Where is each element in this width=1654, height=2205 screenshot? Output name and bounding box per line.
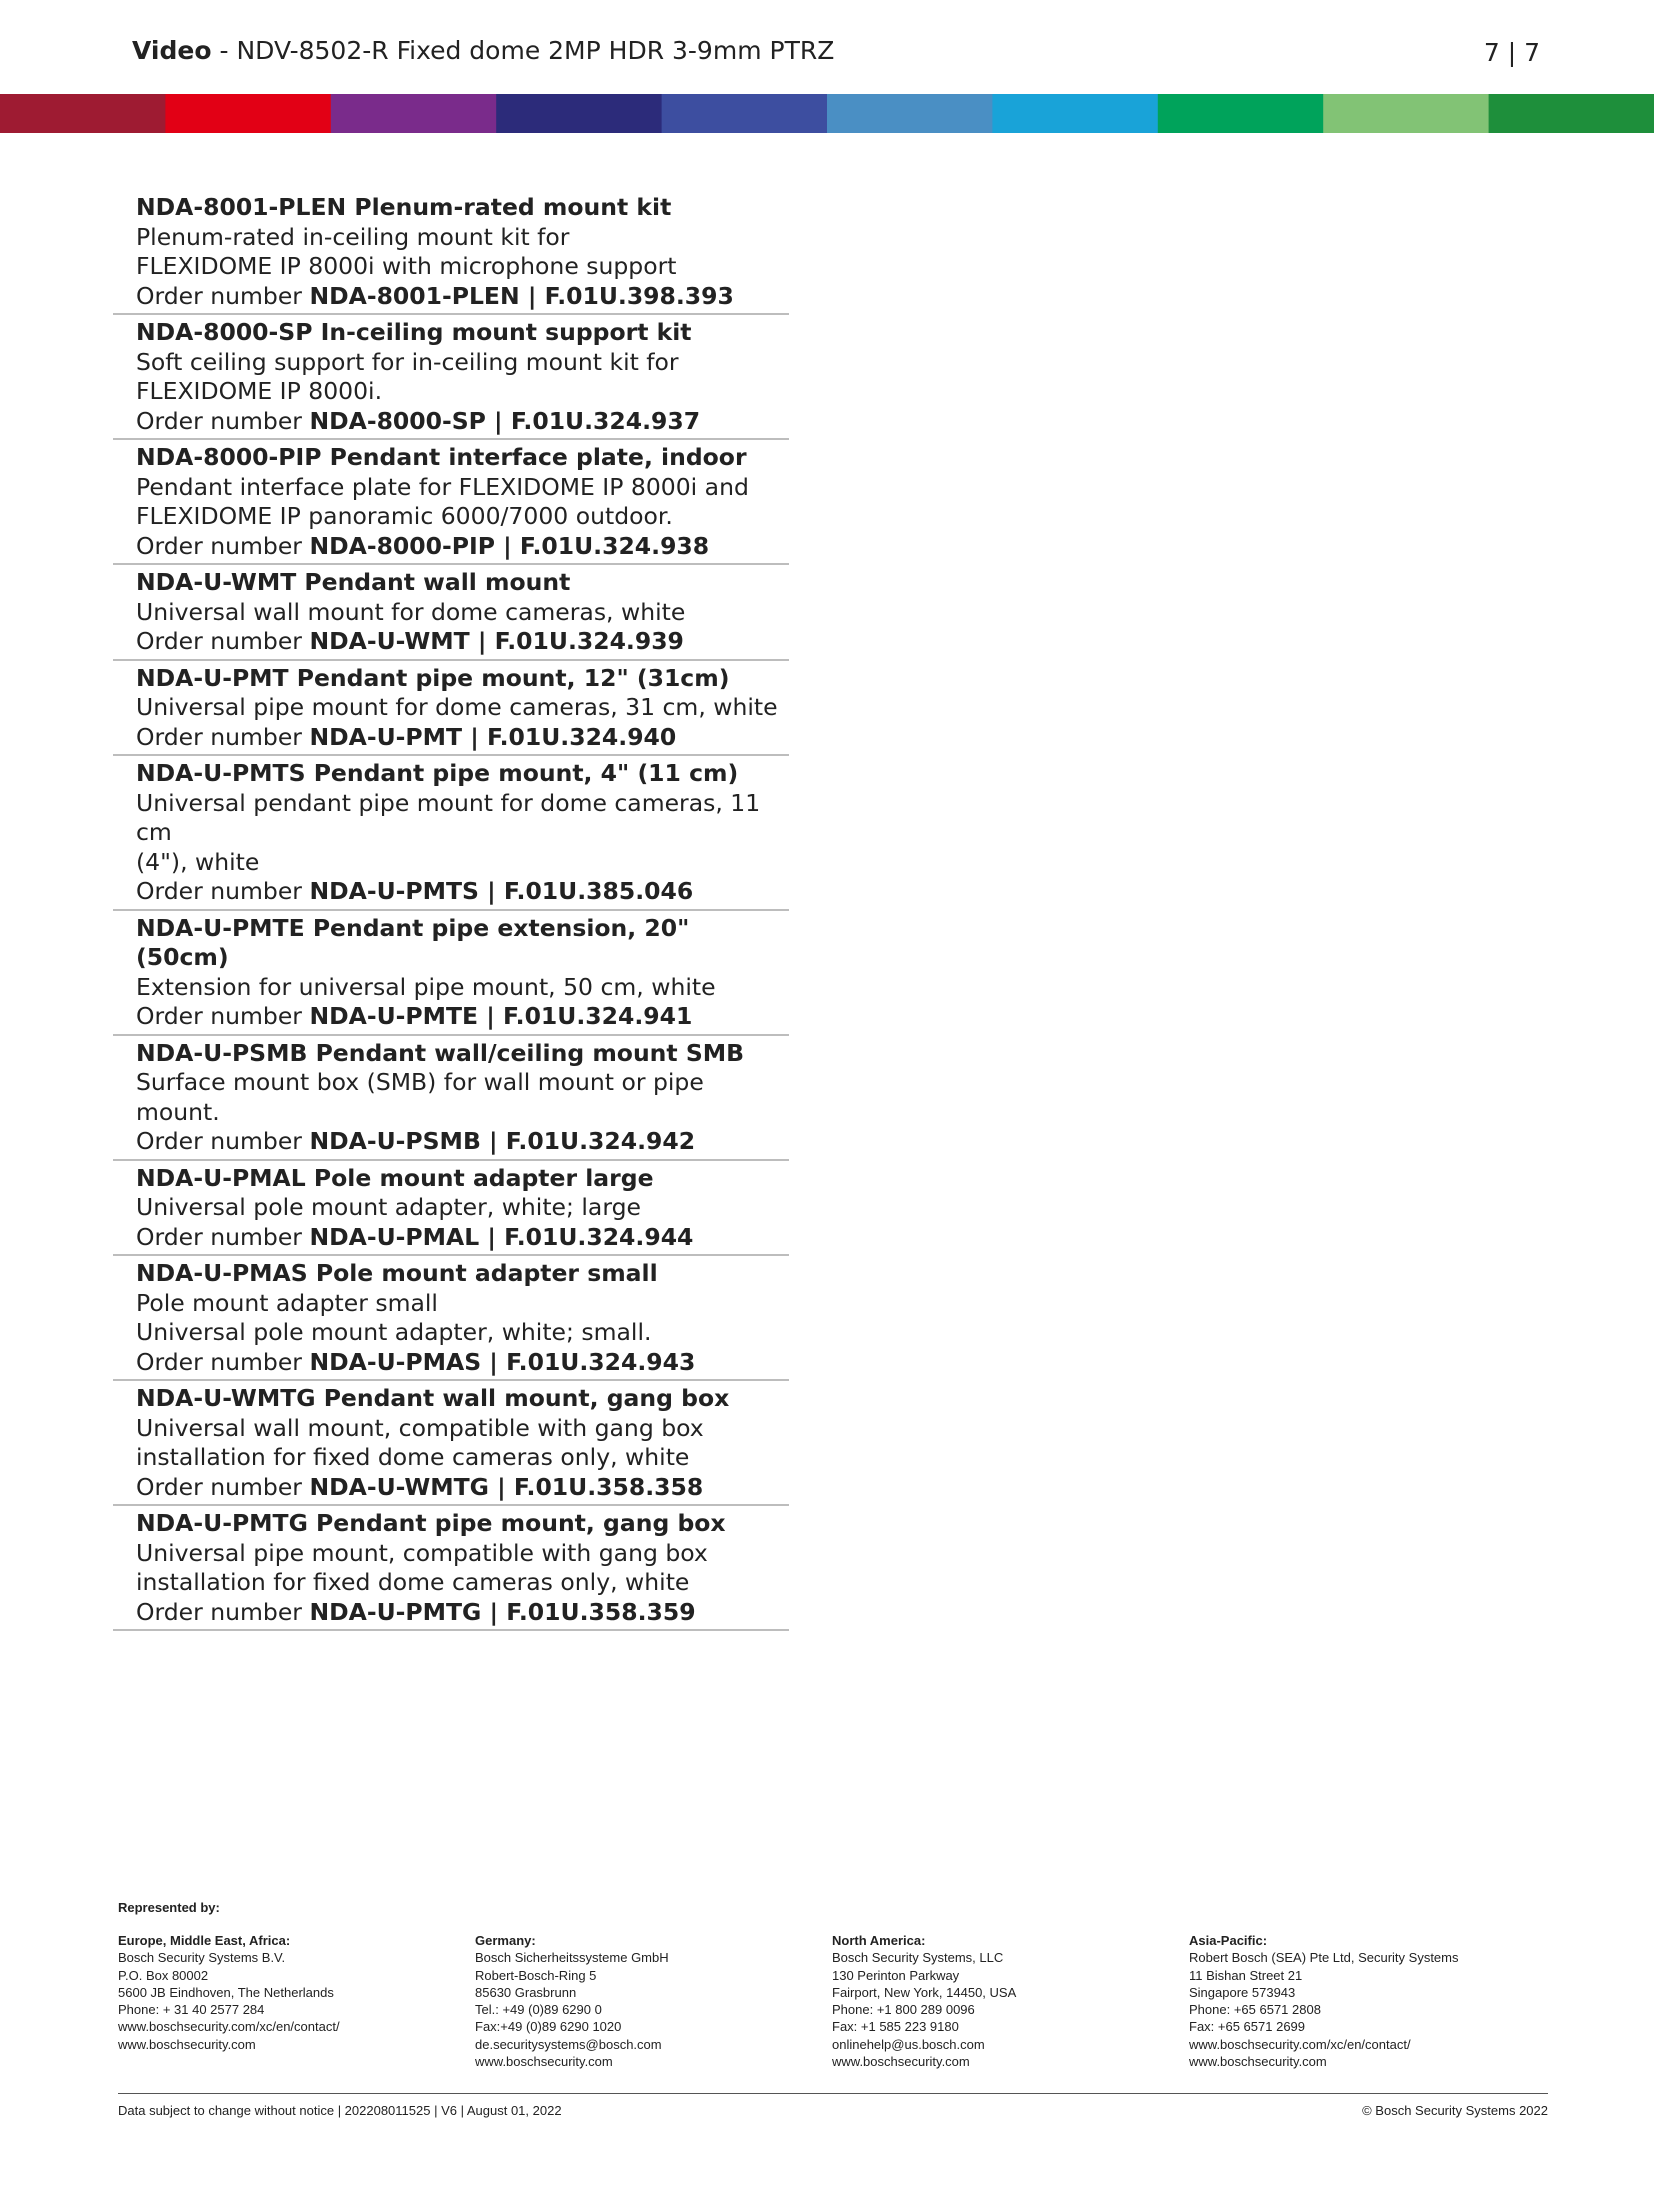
accessory-description: Universal pipe mount, compatible with gang box installation for fixed dome cameras only, white [136,1538,708,1596]
region-line: Singapore 573943 [1189,1984,1296,2000]
order-number [136,723,789,753]
accessory-description: Pole mount adapter small Universal pole mount adapter, white; small. [136,1288,652,1346]
brand-color-band [0,94,1654,133]
order-number-value: NDA-U-PMTS | F.01U.385.046 [309,877,694,905]
region-contact [118,1932,458,2053]
order-number [136,1002,789,1032]
accessory-item [113,756,789,911]
region-name: Europe, Middle East, Africa: [118,1933,291,1948]
accessory-title: NDA-U-PMAL Pole mount adapter large [136,1163,654,1192]
region-contact [1189,1932,1529,2070]
page-number: 7 | 7 [1483,38,1540,67]
order-number-value: NDA-U-WMTG | F.01U.358.358 [309,1472,704,1501]
accessory-description: Universal pendant pipe mount for dome cameras, 11 cm (4"), white [136,788,761,876]
accessory-item [113,1381,789,1506]
order-number-value: NDA-U-PMAL | F.01U.324.944 [309,1222,694,1251]
order-number [136,532,789,562]
region-line: 11 Bishan Street 21 [1189,1967,1303,1983]
accessory-item [113,1036,789,1161]
order-number [136,282,789,312]
region-contact [475,1932,815,2070]
accessory-title: NDA-U-WMTG Pendant wall mount, gang box [136,1384,730,1412]
color-band-segment [0,94,166,133]
accessory-item [113,315,789,440]
order-number [136,877,789,907]
region-line: Phone: + 31 40 2577 284 [118,2002,265,2018]
color-band-segment [662,94,828,133]
order-number-value: NDA-U-PMT | F.01U.324.940 [309,722,677,751]
page-footer [118,1900,1548,2070]
region-line: Fax: +1 585 223 9180 [832,2019,959,2035]
order-number [136,1348,789,1378]
region-line: www.boschsecurity.com [1189,2054,1327,2070]
accessory-item [113,1256,789,1381]
order-number-value: NDA-8000-PIP | F.01U.324.938 [309,531,710,560]
order-number-label: Order number [136,1347,310,1376]
page-header [0,0,1654,94]
footer-divider [118,2093,1548,2094]
color-band-segment [1158,94,1324,133]
order-number-label: Order number [136,877,310,905]
order-number-label: Order number [136,531,310,560]
accessory-title: NDA-U-PSMB Pendant wall/ceiling mount SMB [136,1038,745,1067]
region-line: onlinehelp@us.bosch.com [832,2036,985,2052]
document-title [132,36,834,65]
order-number-label: Order number [136,1002,310,1030]
order-number [136,1473,789,1503]
region-line: www.boschsecurity.com [475,2054,613,2070]
order-number [136,627,789,657]
accessory-item [113,1506,789,1631]
accessory-description: Plenum-rated in-ceiling mount kit for FLEXIDOME IP 8000i with microphone support [136,222,677,280]
accessory-title: NDA-8000-PIP Pendant interface plate, indoor [136,443,747,471]
title-separator: - [211,36,237,65]
order-number-value: NDA-8000-SP | F.01U.324.937 [309,406,701,435]
region-line: de.securitysystems@bosch.com [475,2036,662,2052]
order-number [136,1127,789,1157]
region-line: www.boschsecurity.com/xc/en/contact/ [118,2019,340,2035]
region-line: Phone: +65 6571 2808 [1189,2002,1321,2018]
represented-by-label: Represented by: [118,1900,220,1915]
order-number-label: Order number [136,1597,310,1626]
order-number-label: Order number [136,281,310,310]
accessory-title: NDA-U-PMTG Pendant pipe mount, gang box [136,1509,726,1537]
order-number-label: Order number [136,1222,310,1251]
color-band-segment [827,94,993,133]
color-band-segment [1489,94,1654,133]
order-number-label: Order number [136,406,310,435]
accessory-title: NDA-8001-PLEN Plenum-rated mount kit [136,193,672,221]
region-line: Fairport, New York, 14450, USA [832,1984,1017,2000]
region-name: Asia-Pacific: [1189,1933,1268,1948]
order-number-label: Order number [136,627,310,655]
region-line: Fax: +65 6571 2699 [1189,2019,1306,2035]
region-line: Fax:+49 (0)89 6290 1020 [475,2019,622,2035]
order-number-value: NDA-U-PMAS | F.01U.324.943 [309,1347,696,1376]
region-contact [832,1932,1172,2070]
accessory-title: NDA-U-PMTS Pendant pipe mount, 4" (11 cm) [136,759,739,787]
accessory-title: NDA-U-PMTE Pendant pipe extension, 20" (50cm) [136,913,690,971]
region-line: Phone: +1 800 289 0096 [832,2002,975,2018]
order-number-value: NDA-U-PMTE | F.01U.324.941 [309,1002,693,1030]
accessory-item [113,911,789,1036]
order-number-label: Order number [136,1472,310,1501]
category-label: Video [132,36,212,65]
region-line: Bosch Security Systems, LLC [832,1950,1004,1966]
color-band-segment [331,94,497,133]
accessory-item [113,440,789,565]
order-number-value: NDA-U-PMTG | F.01U.358.359 [309,1597,696,1626]
region-line: P.O. Box 80002 [118,1967,209,1983]
region-name: North America: [832,1933,926,1948]
accessory-description: Universal pole mount adapter, white; large [136,1193,641,1221]
order-number [136,1223,789,1253]
color-band-segment [992,94,1158,133]
order-number-value: NDA-U-WMT | F.01U.324.939 [309,627,684,655]
accessory-description: Soft ceiling support for in-ceiling mount kit for FLEXIDOME IP 8000i. [136,347,679,405]
accessory-item [113,1161,789,1257]
accessory-item [113,661,789,757]
region-line: Bosch Sicherheitssysteme GmbH [475,1950,669,1966]
region-line: Bosch Security Systems B.V. [118,1950,286,1966]
accessory-title: NDA-U-PMT Pendant pipe mount, 12" (31cm) [136,663,730,692]
accessory-description: Pendant interface plate for FLEXIDOME IP 8000i and FLEXIDOME IP panoramic 6000/7000 outdoor. [136,472,749,530]
accessory-description: Extension for universal pipe mount, 50 cm, white [136,972,716,1001]
region-line: www.boschsecurity.com [118,2036,256,2052]
order-number [136,1598,789,1628]
order-number-value: NDA-8001-PLEN | F.01U.398.393 [309,281,734,310]
accessory-title: NDA-8000-SP In-ceiling mount support kit [136,318,692,346]
accessory-description: Universal wall mount for dome cameras, white [136,597,686,626]
order-number-value: NDA-U-PSMB | F.01U.324.942 [309,1127,696,1155]
region-line: 85630 Grasbrunn [475,1984,577,2000]
order-number-label: Order number [136,722,310,751]
accessory-title: NDA-U-PMAS Pole mount adapter small [136,1259,658,1287]
accessory-item [113,565,789,661]
region-line: 5600 JB Eindhoven, The Netherlands [118,1984,334,2000]
region-line: Tel.: +49 (0)89 6290 0 [475,2002,602,2018]
order-number [136,407,789,437]
accessory-item [113,190,789,315]
color-band-segment [496,94,662,133]
accessory-description: Universal pipe mount for dome cameras, 31 cm, white [136,693,778,721]
accessory-title: NDA-U-WMT Pendant wall mount [136,568,571,596]
accessory-list [113,190,789,1631]
accessory-description: Universal wall mount, compatible with gang box installation for fixed dome cameras only, white [136,1413,704,1471]
region-line: Robert Bosch (SEA) Pte Ltd, Security Systems [1189,1950,1459,1966]
color-band-segment [165,94,331,133]
accessory-description: Surface mount box (SMB) for wall mount or pipe mount. [136,1068,704,1126]
region-line: Robert-Bosch-Ring 5 [475,1967,597,1983]
region-name: Germany: [475,1933,536,1948]
region-line: www.boschsecurity.com [832,2054,970,2070]
color-band-segment [1323,94,1489,133]
order-number-label: Order number [136,1127,310,1155]
copyright: © Bosch Security Systems 2022 [1362,2103,1548,2118]
region-line: www.boschsecurity.com/xc/en/contact/ [1189,2036,1411,2052]
change-notice: Data subject to change without notice | 202208011525 | V6 | August 01, 2022 [118,2103,562,2118]
product-name: NDV-8502-R Fixed dome 2MP HDR 3-9mm PTRZ [236,36,835,65]
region-line: 130 Perinton Parkway [832,1967,960,1983]
